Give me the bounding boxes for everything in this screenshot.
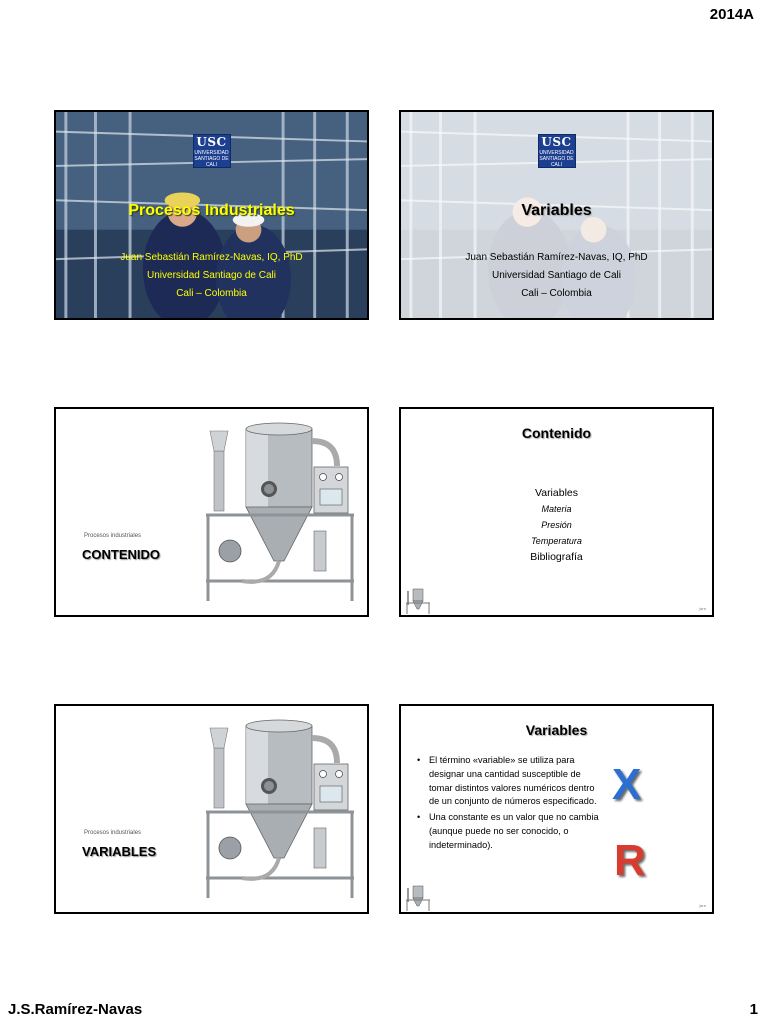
slide-contenido <box>399 407 714 617</box>
page-code: 2014A <box>709 6 754 23</box>
spray-dryer-image <box>202 708 358 904</box>
bullet-item: • El término «variable» se utiliza para designar una cantidad susceptible de tomar distintos valores numéricos dentro de un conjunto de números especificado. <box>417 754 602 809</box>
author-university: Universidad Santiago de Cali <box>147 270 276 281</box>
usc-logo-text: USC <box>196 135 227 149</box>
slide-heading: Contenido <box>521 425 592 441</box>
slide-title-procesos <box>54 110 369 320</box>
slide-heading: Variables <box>525 722 588 738</box>
author-city: Cali – Colombia <box>176 288 247 299</box>
bullet-item: • Una constante es un valor que no cambia (aunque puede no ser conocido, o indeterminado). <box>417 811 602 852</box>
slide-section-contenido <box>54 407 369 617</box>
toc-item: Bibliografía <box>530 551 583 563</box>
spray-dryer-image <box>202 411 358 607</box>
toc-item: Variables <box>535 487 578 499</box>
toc-subitem: Materia <box>541 504 572 514</box>
slide-title: Variables <box>521 202 592 219</box>
section-title: CONTENIDO <box>82 547 160 562</box>
spray-dryer-thumbnail <box>405 882 431 912</box>
author-name: Juan Sebastián Ramírez-Navas, IQ, PhD <box>120 252 303 263</box>
usc-logo <box>538 134 576 168</box>
author-city: Cali – Colombia <box>521 288 592 299</box>
spray-dryer-thumbnail <box>405 585 431 615</box>
usc-logo-text: USC <box>541 135 572 149</box>
contents-list <box>401 485 712 565</box>
slide-tag: jsrn <box>699 606 706 611</box>
section-small-label: Procesos industriales <box>84 533 142 539</box>
section-title: VARIABLES <box>82 844 157 859</box>
constant-r-graphic: R <box>614 836 646 885</box>
slide-title-variables <box>399 110 714 320</box>
usc-logo-subtext: UNIVERSIDAD SANTIAGO DE CALI <box>194 150 229 168</box>
slide-section-variables <box>54 704 369 914</box>
slide-tag: jsrn <box>699 903 706 908</box>
author-name: Juan Sebastián Ramírez-Navas, IQ, PhD <box>465 252 648 263</box>
usc-logo-subtext: UNIVERSIDAD SANTIAGO DE CALI <box>539 150 574 168</box>
author-block <box>401 249 712 303</box>
usc-logo <box>193 134 231 168</box>
section-small-label: Procesos industriales <box>84 830 142 836</box>
slide-title: Procesos Industriales <box>128 202 295 219</box>
slide-variables-definition <box>399 704 714 914</box>
toc-subitem: Presión <box>541 520 572 530</box>
author-university: Universidad Santiago de Cali <box>492 270 621 281</box>
variable-x-graphic: X <box>612 760 642 809</box>
footer-author: J.S.Ramírez-Navas <box>8 1001 143 1018</box>
author-block <box>56 249 367 303</box>
toc-subitem: Temperatura <box>531 536 582 546</box>
page-number: 1 <box>749 1001 758 1018</box>
bullet-list <box>417 754 602 855</box>
